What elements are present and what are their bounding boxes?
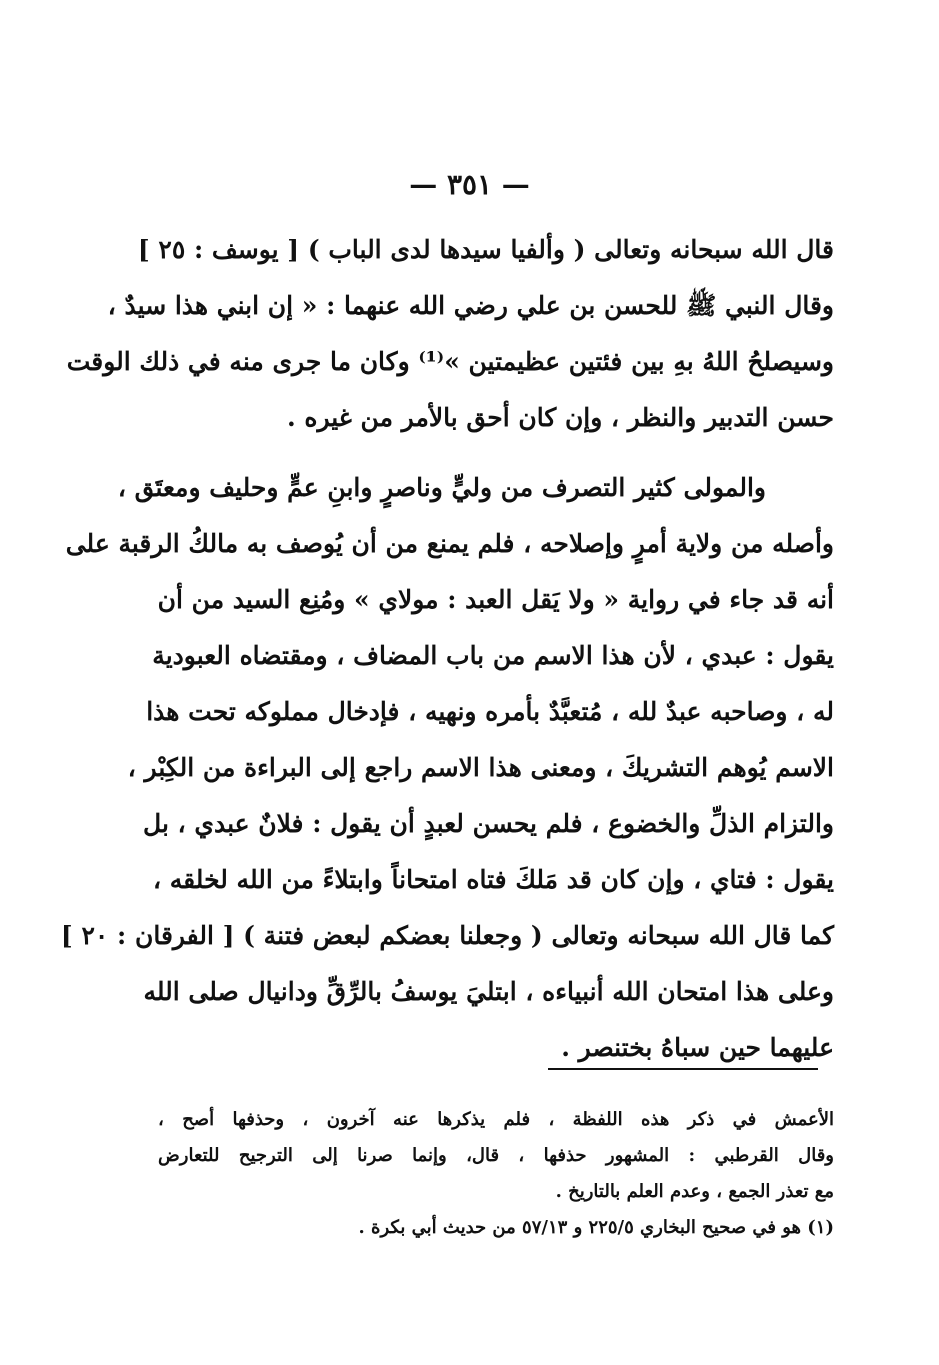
text-line: يقول : فتاي ، وإن كان قد مَلكَ فتاه امتحاناً وابتلاءً من الله لخلقه ، xyxy=(152,865,834,894)
text-line: كما قال الله سبحانه وتعالى ( وجعلنا بعضكم لبعض فتنة ) [ الفرقان : ٢٠ ] xyxy=(60,921,834,950)
text-line: وقال النبي ﷺ للحسن بن علي رضي الله عنهما : « إن ابني هذا سيدٌ ، xyxy=(107,291,834,320)
text-line: وسيصلحُ اللهُ بهِ بين فئتين عظيمتين »⁽¹⁾ وكان ما جرى منه في ذلك الوقت xyxy=(66,347,834,376)
footnotes-block xyxy=(158,1102,834,1246)
text-line: له ، وصاحبه عبدٌ لله ، مُتعبَّدٌ بأمره ونهيه ، فإدخال مملوكه تحت هذا xyxy=(146,697,834,726)
main-text-block xyxy=(60,222,834,1076)
text-line: وأصله من ولاية أمرٍ وإصلاحه ، فلم يمنع من أن يُوصف به مالكُ الرقبة على xyxy=(65,529,834,558)
text-line: حسن التدبير والنظر ، وإن كان أحق بالأمر من غيره . xyxy=(286,403,834,432)
page-number: — ٣٥١ — xyxy=(409,168,530,201)
text-line: يقول : عبدي ، لأن هذا الاسم من باب المضاف ، ومقتضاه العبودية xyxy=(152,641,834,670)
footnote-divider xyxy=(548,1068,818,1070)
text-line: الاسم يُوهم التشريكَ ، ومعنى هذا الاسم راجع إلى البراءة من الكِبْر ، xyxy=(127,753,834,782)
text-line: والمولى كثير التصرف من وليٍّ وناصرٍ وابنِ عمٍّ وحليف ومعتَق ، xyxy=(117,473,766,502)
text-line: قال الله سبحانه وتعالى ( وألفيا سيدها لدى الباب ) [ يوسف : ٢٥ ] xyxy=(137,235,834,264)
text-line: والتزام الذلِّ والخضوع ، فلم يحسن لعبدٍ أن يقول : فلانٌ عبدي ، بل xyxy=(143,809,834,838)
footnote-line: وقال القرطبي : المشهور حذفها ، قال، وإنما صرنا إلى الترجيح للتعارض xyxy=(158,1145,834,1166)
footnote-line: (١) هو في صحيح البخاري ٢٢٥/٥ و ٥٧/١٣ من حديث أبي بكرة . xyxy=(358,1217,834,1238)
text-line: أنه قد جاء في رواية « ولا يَقل العبد : مولاي » ومُنِع السيد من أن xyxy=(157,585,834,614)
footnote-line: الأعمش في ذكر هذه اللفظة ، فلم يذكرها عنه آخرون ، وحذفها أصح ، xyxy=(158,1109,834,1130)
text-line: وعلى هذا امتحان الله أنبياءه ، ابتليَ يوسفُ بالرِّقِّ ودانيال صلى الله xyxy=(143,977,834,1006)
footnote-line: مع تعذر الجمع ، وعدم العلم بالتاريخ . xyxy=(555,1181,834,1202)
text-line: عليهما حين سباهُ بختنصر . xyxy=(561,1033,834,1062)
paragraph-gap xyxy=(158,446,834,460)
